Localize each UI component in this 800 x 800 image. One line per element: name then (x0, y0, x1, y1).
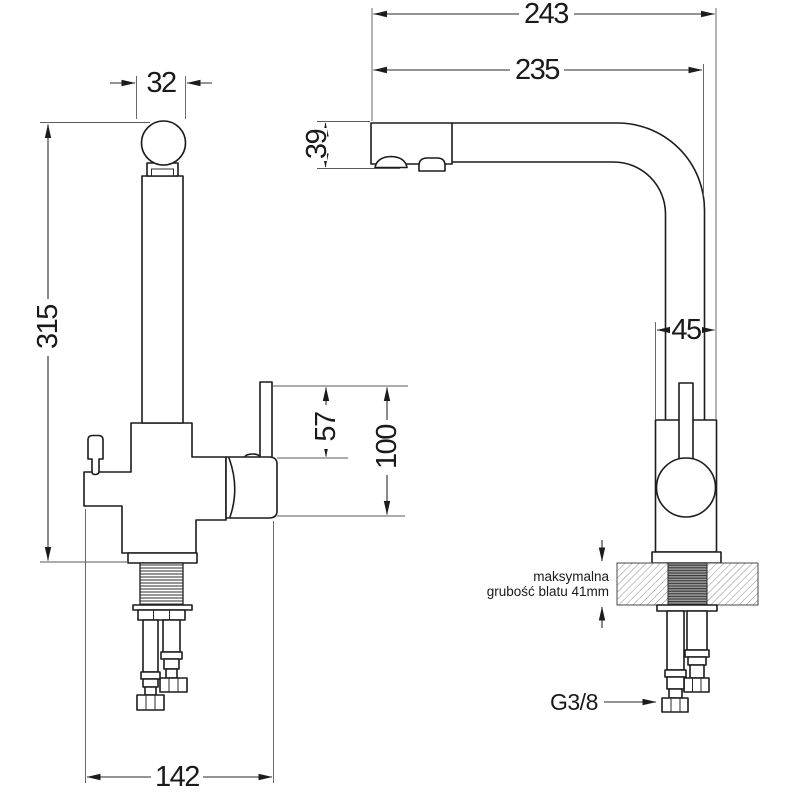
side-spout-inner (452, 162, 666, 420)
front-body (84, 423, 226, 553)
side-nut-plate (657, 605, 717, 611)
thread-size-callout (550, 689, 656, 715)
side-mounting-plate (652, 552, 721, 563)
front-spout-head (142, 121, 186, 165)
countertop-note-line2: grubość blatu 41mm (486, 584, 609, 599)
dim-315-label: 315 (32, 305, 64, 349)
dim-45-label: 45 (671, 314, 701, 346)
dim-100 (277, 388, 405, 517)
front-mounting-plate (128, 553, 197, 563)
front-filter-lever (88, 436, 103, 475)
dim-32-label: 32 (146, 67, 176, 99)
dim-57-label: 57 (310, 412, 342, 442)
dim-39-label: 39 (301, 129, 333, 160)
dim-235-label: 235 (515, 54, 559, 86)
side-handle-boss (657, 458, 716, 517)
front-view (84, 121, 277, 710)
dim-142-label: 142 (155, 761, 199, 793)
countertop-note-line1: maksymalna (533, 569, 609, 584)
side-supply-hose-left (662, 611, 688, 712)
side-aerator-filtered (419, 158, 445, 171)
front-supply-hose-right (160, 620, 187, 692)
front-handle-rod (260, 382, 272, 458)
side-handle-rod (679, 383, 693, 459)
front-mounting-nut (138, 610, 185, 620)
dim-countertop-41 (487, 540, 610, 628)
dim-100-label: 100 (371, 425, 403, 469)
front-supply-hose-left (137, 620, 164, 710)
dim-32 (110, 67, 212, 119)
side-threaded-stem (668, 563, 707, 605)
side-supply-hose-right (684, 611, 709, 692)
dim-243-label: 243 (524, 0, 568, 30)
front-threaded-stem (140, 563, 183, 605)
side-view (371, 123, 758, 712)
thread-size-label: G3/8 (550, 689, 598, 715)
front-riser-pipe (142, 176, 183, 423)
front-handle (226, 457, 277, 518)
side-spout-outer (452, 123, 705, 420)
